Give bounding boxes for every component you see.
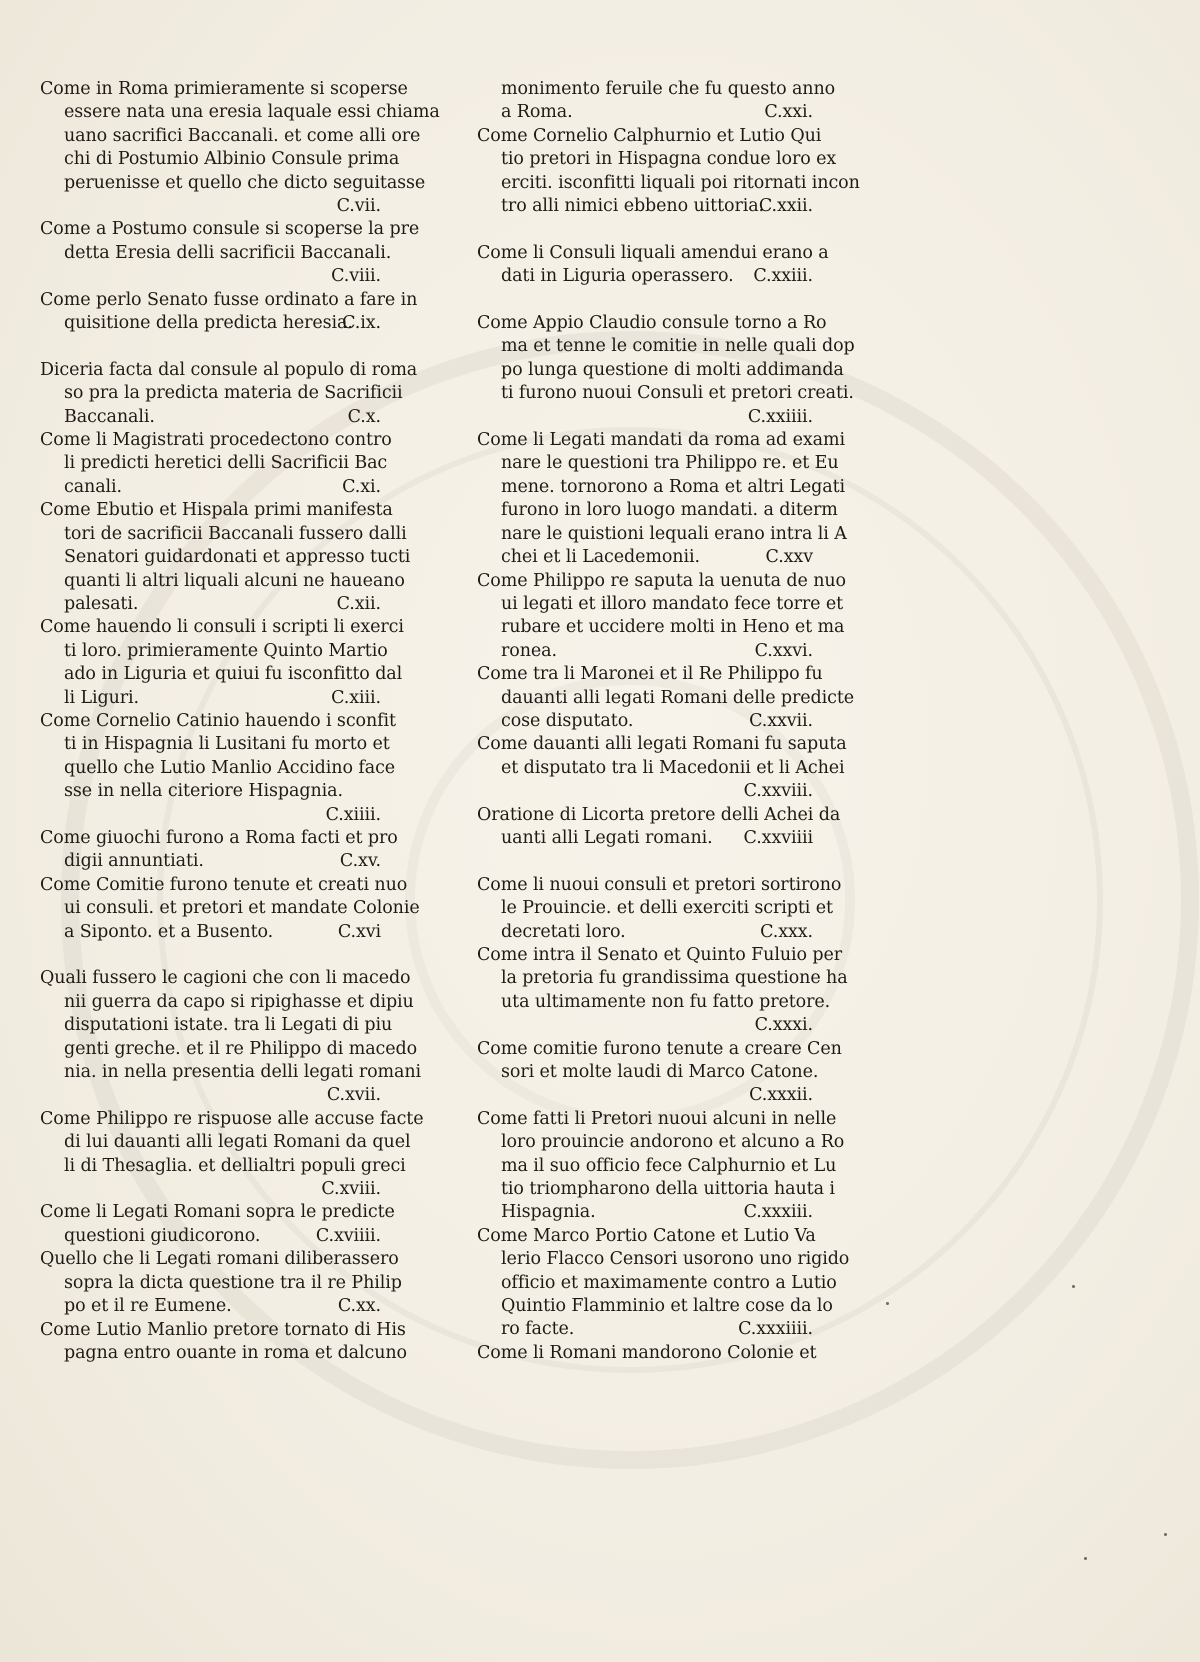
entry-text: et disputato tra li Macedonii et li Achei xyxy=(501,757,845,778)
index-entry xyxy=(477,1225,850,1342)
chapter-number-line xyxy=(40,195,385,218)
entry-spacer xyxy=(477,850,817,873)
entry-text: Quello che li Legati romani diliberassero xyxy=(40,1249,399,1270)
entry-text: Come Appio Claudio consule torno a Ro xyxy=(477,313,827,334)
entry-text: Come Lutio Manlio pretore tornato di His xyxy=(40,1319,406,1340)
entry-text: Come dauanti alli legati Romani fu saputa xyxy=(477,734,847,755)
entry-text: Come Philippo re rispuose alle accuse facte xyxy=(40,1108,424,1129)
chapter-number-line xyxy=(40,804,385,827)
index-entry xyxy=(477,1108,845,1225)
entry-line xyxy=(40,452,388,475)
entry-text: po et il re Eumene. xyxy=(64,1296,232,1317)
entry-line xyxy=(477,335,855,358)
entry-text: Come Cornelio Calphurnio et Lutio Qui xyxy=(477,125,822,146)
entry-line xyxy=(40,406,385,429)
entry-text: ronea. xyxy=(501,640,557,661)
entry-line xyxy=(40,1108,424,1131)
chapter-number: C.xxxiii. xyxy=(743,1202,813,1223)
entry-line xyxy=(40,593,385,616)
entry-text: nia. in nella presentia delli legati romani xyxy=(64,1062,422,1083)
chapter-number-line xyxy=(40,1084,385,1107)
entry-text: decretati loro. xyxy=(501,921,626,942)
entry-text: Come Ebutio et Hispala primi manifesta xyxy=(40,500,393,521)
chapter-number: C.ix. xyxy=(342,313,381,334)
entry-line xyxy=(40,1201,395,1224)
entry-text: Come Marco Portio Catone et Lutio Va xyxy=(477,1225,816,1246)
index-entry xyxy=(477,874,842,944)
chapter-number-line xyxy=(477,780,817,803)
entry-text: quisitione della predicta heresia. xyxy=(64,313,353,334)
entry-line xyxy=(40,1295,385,1318)
entry-text: po lunga questione di molti addimanda xyxy=(501,359,844,380)
entry-text: ti in Hispagnia li Lusitani fu morto et xyxy=(64,734,390,755)
entry-text: detta Eresia delli sacrificii Baccanali. xyxy=(64,242,392,263)
entry-text: tio pretori in Hispagna condue loro ex xyxy=(501,149,837,170)
chapter-number: C.xiii. xyxy=(331,687,381,708)
entry-text: Hispagnia. xyxy=(501,1202,596,1223)
chapter-number: C.vii. xyxy=(336,196,381,217)
entry-text: ui consuli. et pretori et mandate Colonie xyxy=(64,898,420,919)
chapter-number: C.xxi. xyxy=(764,102,813,123)
index-entry xyxy=(40,874,420,944)
entry-text: le Prouincie. et delli exerciti scripti et xyxy=(501,898,833,919)
chapter-number: C.xxviii. xyxy=(743,781,813,802)
chapter-number: C.viii. xyxy=(331,266,381,287)
entry-line xyxy=(40,1014,393,1037)
entry-line xyxy=(477,663,823,686)
entry-text: ma et tenne le comitie in nelle quali dop xyxy=(501,336,855,357)
entry-text: nii guerra da capo si ripighasse et dipiu xyxy=(64,991,414,1012)
entry-line xyxy=(477,687,855,710)
entry-line xyxy=(477,476,845,499)
entry-line xyxy=(40,382,403,405)
chapter-number-line xyxy=(477,1014,817,1037)
chapter-number: C.xi. xyxy=(342,476,381,497)
entry-text: dati in Liguria operassero. xyxy=(501,266,734,287)
entry-line xyxy=(477,523,847,546)
entry-text: quanti li altri liquali alcuni ne haueano xyxy=(64,570,405,591)
entry-text: Come Comitie furono tenute et creati nuo xyxy=(40,874,408,895)
chapter-number: C.xii. xyxy=(336,593,381,614)
entry-line xyxy=(40,827,398,850)
entry-text: uta ultimamente non fu fatto pretore. xyxy=(501,991,831,1012)
entry-text: ti loro. primieramente Quinto Martio xyxy=(64,640,388,661)
entry-spacer xyxy=(477,218,817,241)
entry-line xyxy=(40,570,405,593)
ink-speck xyxy=(886,1302,889,1305)
entry-line xyxy=(40,640,388,663)
entry-line xyxy=(40,359,418,382)
index-entry xyxy=(477,78,836,125)
entry-line xyxy=(40,1319,406,1342)
chapter-number: C.xviiii. xyxy=(315,1225,381,1246)
entry-line xyxy=(477,429,845,452)
chapter-number: C.xxxiiii. xyxy=(738,1319,813,1340)
chapter-number: C.xviii. xyxy=(321,1179,381,1200)
index-entry xyxy=(40,1319,407,1366)
entry-line xyxy=(477,1201,817,1224)
entry-line xyxy=(40,1061,422,1084)
entry-line xyxy=(477,804,841,827)
entry-line xyxy=(477,78,836,101)
entry-text: so pra la predicta materia de Sacrificii xyxy=(64,383,403,404)
entry-line xyxy=(477,1131,845,1154)
entry-line xyxy=(40,991,414,1014)
entry-line xyxy=(40,733,390,756)
entry-text: Come giuochi furono a Roma facti et pro xyxy=(40,827,398,848)
index-entry xyxy=(477,570,846,664)
index-entry xyxy=(477,125,860,219)
entry-text: Baccanali. xyxy=(64,406,155,427)
entry-line xyxy=(40,523,407,546)
chapter-number: C.xxv xyxy=(765,547,813,568)
entry-text: Oratione di Licorta pretore delli Achei da xyxy=(477,804,841,825)
entry-text: Come intra il Senato et Quinto Fuluio per xyxy=(477,944,843,965)
entry-line xyxy=(477,1318,817,1341)
entry-line xyxy=(477,359,844,382)
entry-spacer xyxy=(477,289,817,312)
entry-text: pagna entro ouante in roma et dalcuno xyxy=(64,1342,407,1363)
entry-text: Come a Postumo consule si scoperse la pre xyxy=(40,219,420,240)
ink-speck xyxy=(1072,1285,1075,1288)
entry-text: quello che Lutio Manlio Accidino face xyxy=(64,757,396,778)
entry-line xyxy=(477,148,837,171)
entry-line xyxy=(40,1272,402,1295)
entry-line xyxy=(477,944,843,967)
entry-text: Come fatti li Pretori nuoui alcuni in nelle xyxy=(477,1108,837,1129)
entry-text: dauanti alli legati Romani delle predicte xyxy=(501,687,855,708)
index-entry xyxy=(40,499,411,616)
entry-text: monimento feruile che fu questo anno xyxy=(501,79,836,99)
index-entry xyxy=(40,429,392,499)
chapter-number: C.xvii. xyxy=(326,1085,381,1106)
entry-line xyxy=(40,289,418,312)
chapter-number: C.xxvii. xyxy=(749,710,813,731)
entry-line xyxy=(477,546,817,569)
entry-line xyxy=(477,1061,817,1084)
entry-text: furono in loro luogo mandati. a diterm xyxy=(501,500,838,521)
entry-line xyxy=(40,921,385,944)
chapter-number: C.xx. xyxy=(337,1296,381,1317)
entry-line xyxy=(477,101,817,124)
entry-line xyxy=(477,1295,833,1318)
entry-line xyxy=(477,570,846,593)
entry-line xyxy=(477,265,817,288)
entry-text: disputationi istate. tra li Legati di piu xyxy=(64,1015,393,1036)
entry-line xyxy=(40,710,396,733)
entry-text: Come in Roma primieramente si scoperse xyxy=(40,79,408,99)
entry-line xyxy=(40,1155,406,1178)
chapter-number: C.xv. xyxy=(339,851,381,872)
entry-text: li Liguri. xyxy=(64,687,139,708)
entry-line xyxy=(477,1038,842,1061)
entry-text: ti furono nuoui Consuli et pretori creati. xyxy=(501,383,854,404)
entry-text: lerio Flacco Censori usorono uno rigido xyxy=(501,1249,850,1270)
entry-text: rubare et uccidere molti in Heno et ma xyxy=(501,617,845,638)
entry-text: digii annuntiati. xyxy=(64,851,204,872)
entry-text: Come Philippo re saputa la uenuta de nuo xyxy=(477,570,846,591)
entry-text: Come li nuoui consuli et pretori sortirono xyxy=(477,874,842,895)
entry-text: Quali fussero le cagioni che con li macedo xyxy=(40,968,411,989)
entry-text: li di Thesaglia. et dellialtri populi greci xyxy=(64,1155,406,1176)
entry-line xyxy=(40,1131,411,1154)
entry-line xyxy=(477,125,822,148)
index-entry xyxy=(477,242,829,289)
ink-speck xyxy=(1164,1533,1167,1536)
chapter-number: C.xxx. xyxy=(760,921,813,942)
entry-text: ma il suo officio fece Calphurnio et Lu xyxy=(501,1155,837,1176)
entry-line xyxy=(477,312,827,335)
entry-line xyxy=(40,312,385,335)
entry-text: ado in Liguria et quiui fu isconfitto dal xyxy=(64,664,403,685)
entry-line xyxy=(477,1178,835,1201)
entry-text: Come comitie furono tenute a creare Cen xyxy=(477,1038,842,1059)
entry-line xyxy=(40,125,421,148)
entry-line xyxy=(40,499,393,522)
chapter-number: C.xxxi. xyxy=(754,1015,813,1036)
chapter-number: C.xxxii. xyxy=(749,1085,813,1106)
entry-text: tori de sacrificii Baccanali fussero dalli xyxy=(64,523,407,544)
entry-line xyxy=(477,874,842,897)
entry-line xyxy=(477,382,854,405)
entry-line xyxy=(477,1248,850,1271)
entry-text: questioni giudicorono. xyxy=(64,1225,261,1246)
entry-text: mene. tornorono a Roma et altri Legati xyxy=(501,476,845,497)
index-column-right xyxy=(477,78,860,1365)
entry-text: palesati. xyxy=(64,593,139,614)
index-entry xyxy=(477,663,855,733)
entry-text: peruenisse et quello che dicto seguitasse xyxy=(64,172,426,193)
entry-line xyxy=(40,429,392,452)
entry-line xyxy=(477,1225,817,1248)
entry-line xyxy=(40,218,420,241)
entry-text: tio triompharono della uittoria hauta i xyxy=(501,1179,835,1200)
chapter-number: C.xxvi. xyxy=(754,640,813,661)
index-entry xyxy=(40,1108,424,1202)
entry-text: Come li Legati mandati da roma ad exami xyxy=(477,430,845,451)
entry-line xyxy=(477,452,839,475)
index-entry xyxy=(477,1342,817,1365)
index-entry xyxy=(477,733,847,803)
entry-line xyxy=(40,242,392,265)
entry-line xyxy=(40,757,396,780)
entry-text: Come Cornelio Catinio hauendo i sconfit xyxy=(40,710,396,731)
entry-text: Come li Legati Romani sopra le predicte xyxy=(40,1202,395,1223)
entry-line xyxy=(477,897,833,920)
entry-text: ui legati et illoro mandato fece torre et xyxy=(501,593,844,614)
index-entry xyxy=(40,289,418,336)
index-entry xyxy=(40,78,440,218)
entry-text: chi di Postumio Albinio Consule prima xyxy=(64,149,400,170)
entry-line xyxy=(477,1342,817,1365)
entry-line xyxy=(40,546,411,569)
index-entry xyxy=(40,1248,402,1318)
chapter-number: C.xvi xyxy=(337,921,381,942)
entry-line xyxy=(40,850,385,873)
index-entry xyxy=(40,710,396,827)
entry-text: a Siponto. et a Busento. xyxy=(64,921,274,942)
entry-text: Come li Consuli liquali amendui erano a xyxy=(477,242,829,263)
entry-text: cose disputato. xyxy=(501,710,634,731)
entry-line xyxy=(477,1155,837,1178)
index-entry xyxy=(40,616,404,710)
entry-text: officio et maximamente contro a Lutio xyxy=(501,1272,837,1293)
entry-text: li predicti heretici delli Sacrificii Bac xyxy=(64,453,388,474)
index-entry xyxy=(477,429,847,569)
entry-text: la pretoria fu grandissima questione ha xyxy=(501,968,848,989)
entry-text: essere nata una eresia laquale essi chiama xyxy=(64,102,440,123)
index-entry xyxy=(477,312,855,429)
entry-line xyxy=(40,967,411,990)
chapter-number: C.xxviiii xyxy=(743,827,813,848)
chapter-number: C.x. xyxy=(347,406,381,427)
entry-text: Come perlo Senato fusse ordinato a fare in xyxy=(40,289,418,310)
entry-line xyxy=(477,195,817,218)
entry-text: genti greche. et il re Philippo di macedo xyxy=(64,1038,418,1059)
entry-line xyxy=(477,991,831,1014)
index-entry xyxy=(40,967,422,1107)
entry-text: Diceria facta dal consule al populo di roma xyxy=(40,359,418,380)
entry-text: Come hauendo li consuli i scripti li exerci xyxy=(40,617,404,638)
entry-text: loro prouincie andorono et alcuno a Ro xyxy=(501,1132,845,1153)
entry-line xyxy=(40,780,385,803)
entry-line xyxy=(40,897,420,920)
entry-text: nare le quistioni lequali erano intra li A xyxy=(501,523,847,544)
entry-line xyxy=(477,757,845,780)
entry-text: a Roma. xyxy=(501,102,573,123)
entry-text: sori et molte laudi di Marco Catone. xyxy=(501,1062,819,1083)
chapter-number-line xyxy=(40,1178,385,1201)
entry-text: uanti alli Legati romani. xyxy=(501,827,713,848)
entry-line xyxy=(40,663,403,686)
index-entry xyxy=(477,804,841,851)
entry-line xyxy=(477,733,847,756)
entry-text: erciti. isconfitti liquali poi ritornati incon xyxy=(501,172,860,193)
entry-line xyxy=(477,827,817,850)
entry-text: Come li Romani mandorono Colonie et xyxy=(477,1342,817,1363)
entry-line xyxy=(40,616,404,639)
entry-line xyxy=(477,593,844,616)
entry-text: Quintio Flamminio et laltre cose da lo xyxy=(501,1296,833,1317)
entry-line xyxy=(40,476,385,499)
entry-spacer xyxy=(40,335,385,358)
index-entry xyxy=(40,827,398,874)
entry-text: Come li Magistrati procedectono contro xyxy=(40,430,392,451)
entry-text: ro facte. xyxy=(501,1319,575,1340)
entry-line xyxy=(40,172,426,195)
entry-text: canali. xyxy=(64,476,122,497)
entry-line xyxy=(477,967,848,990)
index-entry xyxy=(40,359,418,429)
entry-text: tro alli nimici ebbeno uittoria. xyxy=(501,196,765,217)
entry-line xyxy=(40,1225,385,1248)
entry-line xyxy=(477,242,829,265)
entry-text: sopra la dicta questione tra il re Philip xyxy=(64,1272,402,1293)
chapter-number: C.xxii. xyxy=(758,196,813,217)
entry-text: di lui dauanti alli legati Romani da quel xyxy=(64,1132,411,1153)
entry-line xyxy=(477,710,817,733)
entry-text: Come tra li Maronei et il Re Philippo fu xyxy=(477,664,823,685)
index-entry xyxy=(40,218,420,288)
entry-text: uano sacrifici Baccanali. et come alli ore xyxy=(64,125,421,146)
index-entry xyxy=(477,1038,842,1108)
entry-line xyxy=(40,78,408,101)
ink-speck xyxy=(1084,1557,1087,1560)
entry-text: Senatori guidardonati et appresso tucti xyxy=(64,547,411,568)
entry-line xyxy=(40,148,400,171)
index-entry xyxy=(477,944,848,1038)
entry-line xyxy=(40,1248,399,1271)
entry-line xyxy=(477,921,817,944)
entry-line xyxy=(477,640,817,663)
index-column-left xyxy=(40,78,440,1365)
chapter-number-line xyxy=(477,1084,817,1107)
entry-spacer xyxy=(40,944,385,967)
entry-line xyxy=(477,1108,837,1131)
entry-line xyxy=(477,172,860,195)
entry-line xyxy=(40,1342,407,1365)
chapter-number-line xyxy=(477,406,817,429)
chapter-number: C.xxiiii. xyxy=(747,406,813,427)
chapter-number: C.xxiii. xyxy=(753,266,813,287)
entry-line xyxy=(40,687,385,710)
chapter-number: C.xiiii. xyxy=(325,804,381,825)
chapter-number-line xyxy=(40,265,385,288)
index-entry xyxy=(40,1201,395,1248)
entry-text: chei et li Lacedemonii. xyxy=(501,547,700,568)
entry-line xyxy=(40,1038,418,1061)
entry-text: nare le questioni tra Philippo re. et Eu xyxy=(501,453,839,474)
entry-line xyxy=(40,101,440,124)
entry-line xyxy=(477,1272,837,1295)
entry-line xyxy=(477,616,845,639)
entry-line xyxy=(40,874,408,897)
entry-line xyxy=(477,499,838,522)
entry-text: sse in nella citeriore Hispagnia. xyxy=(64,781,343,802)
